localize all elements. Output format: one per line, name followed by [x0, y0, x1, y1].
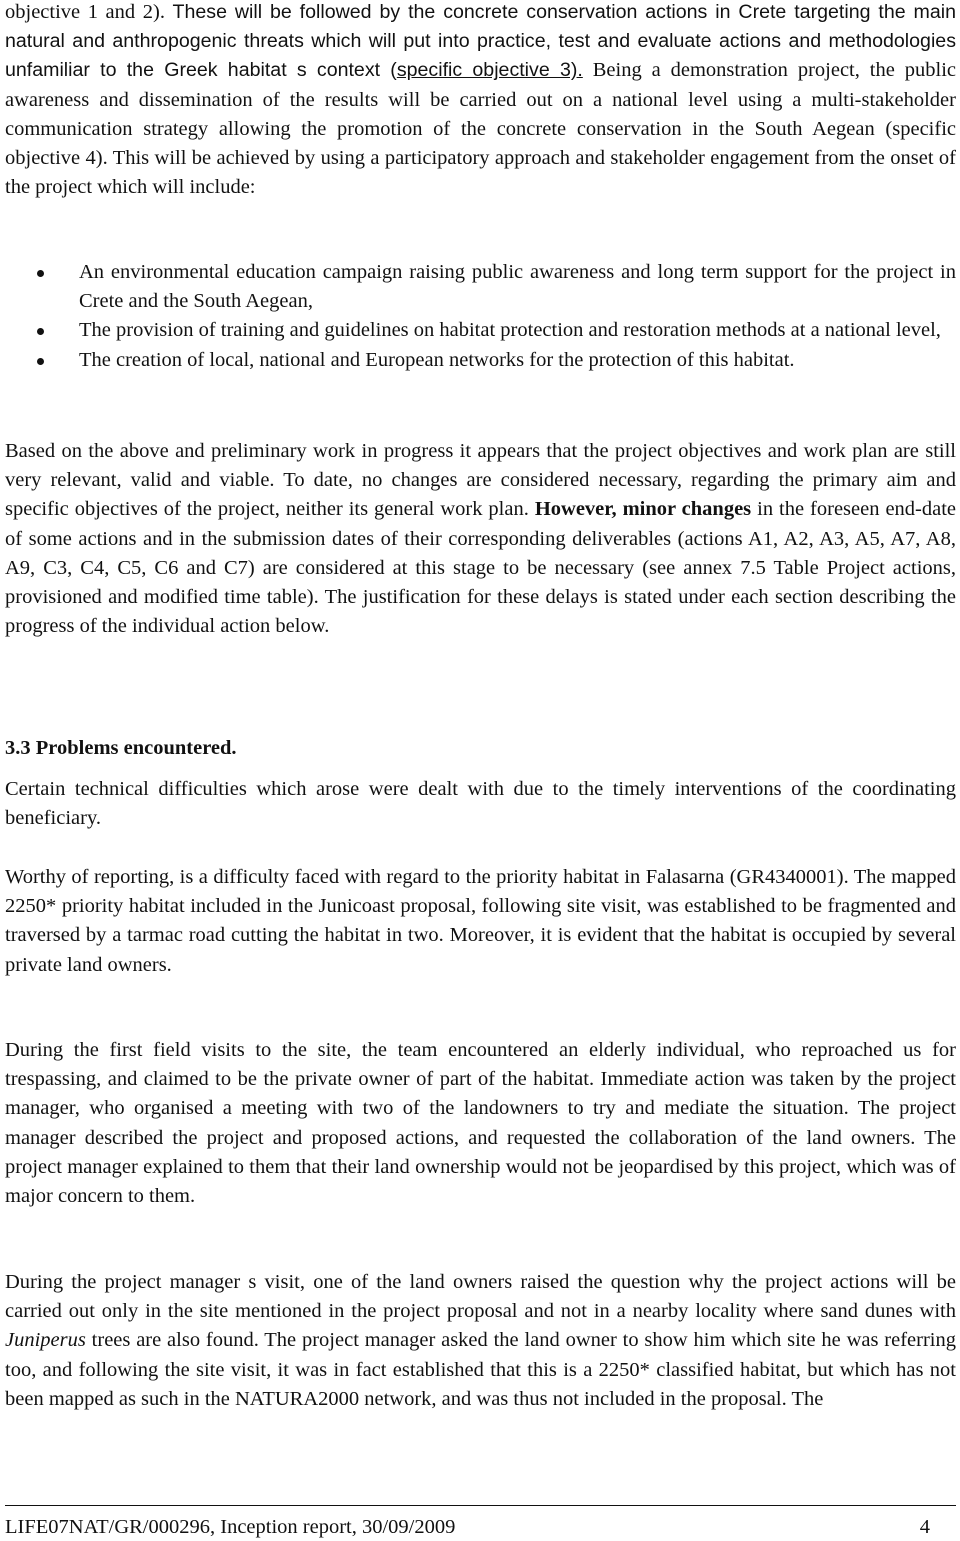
paragraph-field-visits: During the first field visits to the site, the team encountered an elderly individual, who reproached us for trespassing, and claimed to be the private owner of part of the habitat. Immediate action was taken by the project manager, who organised a meeting with two of the landowners to try and mediate the situation. The project manager described the project and proposed actions, and requested the collaboration of the land owners. The project manager explained to them that their land ownership would not be jeopardised by this project, which was of major concern to them. [5, 1039, 956, 1208]
bullet-dot-icon [37, 328, 44, 335]
footer-report-reference: LIFE07NAT/GR/000296, Inception report, 30/09/2009 [5, 1516, 456, 1538]
bullet-dot-icon [37, 270, 44, 277]
paragraph-technical-difficulties: Certain technical difficulties which arose were dealt with due to the timely interventions of the coordinating beneficiary. [5, 778, 956, 830]
bullet-item [0, 258, 960, 316]
paragraph-changes-detail: in the foreseen end-date of some actions and in the submission dates of their corresponding deliverables (actions A1, A2, A3, A5, A7, A8, A9, C3, C4, C5, C6 and C7) are considered at this stage to be necessary (see annex 7.5 Table Project actions, provisioned and modified time table). The justification for these delays is stated under each section describing the progress of the individual action below. [5, 498, 957, 638]
paragraph-manager-visit-intro: During the project manager s visit, one of the land owners raised the question why the project actions will be carried out only in the site mentioned in the project proposal and not in a nearby locality where sand dunes with [5, 1271, 956, 1323]
footer-page-number: 4 [919, 1516, 930, 1538]
paragraph-manager-visit-rest: trees are also found. The project manager asked the land owner to show him which site he was referring too, and following the site visit, it was in fact established that this is a 2250* classified habitat, but which has not been mapped as such in the NATURA2000 network, and was thus not included in the proposal. The [5, 1329, 956, 1410]
paragraph-objectives-sans-part: These will be followed by the concrete conservation actions in Crete targeting the main natural and anthropogenic threats which will put into practice, test and evaluate actions and methodologies unfamiliar to the Greek habitat s context ( [5, 1, 957, 82]
paragraph-objectives-lead: objective 1 and 2). [5, 1, 165, 23]
paragraph-objectives-demonstration: Being a demonstration project, the public awareness and dissemination of the results will be carried out on a national level using a multi-stakeholder communication strategy allowing the promotion of the concrete conservation in the South Aegean (specific objective 4). [5, 59, 956, 170]
bullet-text: The provision of training and guidelines on habitat protection and restoration methods at a national level, [79, 319, 941, 342]
specific-objective-3-link: specific objective 3). [396, 59, 583, 82]
section-heading: 3.3 Problems encountered. [5, 737, 237, 759]
bullet-list [0, 258, 960, 375]
footer-divider [5, 1505, 956, 1506]
paragraph-objectives-participatory: This will be achieved by using a participatory approach and stakeholder engagement from the onset of the project which will include: [5, 147, 956, 199]
bullet-item [0, 316, 960, 345]
bullet-text: The creation of local, national and European networks for the protection of this habitat. [79, 348, 795, 371]
paragraph-changes [5, 437, 956, 641]
minor-changes-emphasis: However, minor changes [534, 498, 752, 521]
juniperus-italic: Juniperus [5, 1329, 86, 1352]
paragraph-manager-visit [5, 1268, 956, 1414]
paragraph-objectives [5, 0, 956, 202]
paragraph-falasarna: Worthy of reporting, is a difficulty faced with regard to the priority habitat in Falasarna (GR4340001). The mapped 2250* priority habitat included in the Junicoast proposal, following site visit, was established to be fragmented and traversed by a tarmac road cutting the habitat in two. Moreover, it is evident that the habitat is occupied by several private land owners. [5, 866, 956, 976]
paragraph-changes-intro: Based on the above and preliminary work in progress it appears that the project objectives and work plan are still very relevant, valid and viable. To date, no changes are considered necessary, regarding the primary aim and specific objectives of the project, neither its general work plan. [5, 440, 956, 521]
bullet-item [0, 346, 960, 375]
bullet-text: An environmental education campaign raising public awareness and long term support for the project in Crete and the South Aegean, [79, 261, 956, 313]
bullet-dot-icon [37, 358, 44, 365]
